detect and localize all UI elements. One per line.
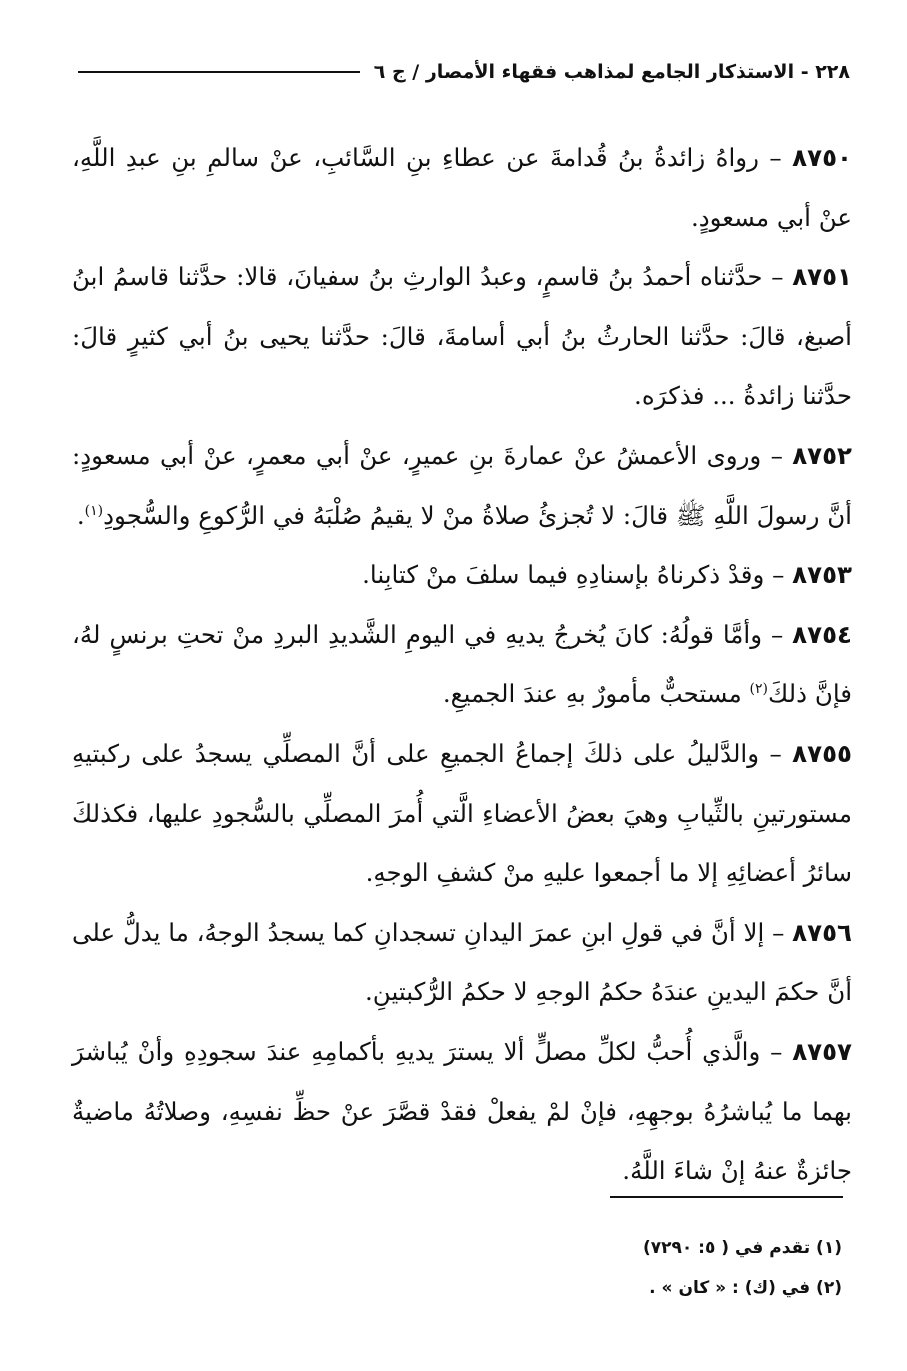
paragraph-text: إلا أنَّ في قولِ ابنِ عمرَ اليدانِ تسجدانِ كما يسجدُ الوجهُ، ما يدلُّ على أنَّ حكمَ اليدينِ عندَهُ حكمُ الوجهِ لا حكمُ الرُّكبتينِ.: [72, 917, 852, 1007]
paragraph-number: ٨٧٥١: [792, 262, 853, 292]
paragraph-text: رواهُ زائدةُ بنُ قُدامةَ عن عطاءِ بنِ السَّائبِ، عنْ سالمِ بنِ عبدِ اللَّهِ، عنْ أبي مسعودٍ.: [72, 143, 852, 232]
paragraph-text-end: مستحبٌّ مأمورٌ بهِ عندَ الجميعِ.: [442, 679, 750, 709]
footnotes: [400, 1228, 842, 1308]
paragraph-number: ٨٧٥٦: [792, 917, 852, 947]
footnote-ref-2[interactable]: (٢): [749, 681, 769, 698]
footnote-1: (١) تقدم في ( ٥: ٧٢٩٠): [642, 1238, 842, 1258]
body-text: [72, 128, 852, 1201]
paragraph-text: وروى الأعمشُ عنْ عمارةَ بنِ عميرٍ، عنْ أبي معمرٍ، عنْ أبي مسعودٍ: أنَّ رسولَ اللَّهِ ﷺ قالَ: لا تُجزئُ صلاةُ منْ لا يقيمُ صُلْبَهُ في الرُّكوعِ والسُّجودِ: [72, 440, 852, 530]
paragraph-8750: ٨٧٥٠ – رواهُ زائدةُ بنُ قُدامةَ عن عطاءِ بنِ السَّائبِ، عنْ سالمِ بنِ عبدِ اللَّهِ، عنْ أبي مسعودٍ.: [72, 143, 852, 232]
paragraph-text: والَّذي أُحبُّ لكلِّ مصلٍّ ألا يسترَ يديهِ بأكمامِهِ عندَ سجودِهِ وأنْ يُباشرَ بهما ما يُباشرُهُ بوجهِهِ، فإنْ لمْ يفعلْ فقدْ قصَّرَ عنْ حظِّ نفسِهِ، وصلاتُهُ ماضيةٌ جائزةٌ عنهُ إنْ شاءَ اللَّهُ.: [72, 1036, 852, 1186]
paragraph-text: وأمَّا قولُهُ: كانَ يُخرجُ يديهِ في اليومِ الشَّديدِ البردِ منْ تحتِ برنسٍ لهُ، فإنَّ ذلكَ: [72, 619, 852, 709]
paragraph-number: ٨٧٥٠: [792, 143, 852, 172]
paragraph-number: ٨٧٥٥: [792, 738, 852, 768]
running-header: [78, 50, 850, 94]
header-rule: [78, 71, 360, 73]
header-title: ٢٢٨ - الاستذكار الجامع لمذاهب فقهاء الأمصار / ج ٦: [373, 61, 850, 83]
paragraph-text: وقدْ ذكرناهُ بإسنادِهِ فيما سلفَ منْ كتابِنا.: [362, 560, 765, 590]
footnote-2: (٢) في (ك) : « كان » .: [649, 1278, 842, 1298]
paragraph-number: ٨٧٥٤: [792, 619, 852, 649]
paragraph-8754: ٨٧٥٤ – وأمَّا قولُهُ: كانَ يُخرجُ يديهِ في اليومِ الشَّديدِ البردِ منْ تحتِ برنسٍ لهُ، فإنَّ ذلكَ$^{(٢)}$ مستحبٌّ مأمورٌ بهِ عندَ الجميعِ.: [72, 619, 852, 709]
paragraph-8755: ٨٧٥٥ – والدَّليلُ على ذلكَ إجماعُ الجميعِ على أنَّ المصلِّي يسجدُ على ركبتيهِ مستورتينِ بالثِّيابِ وهيَ بعضُ الأعضاءِ الَّتي أُمرَ المصلِّي بالسُّجودِ عليها، فكذلكَ سائرُ أعضائِهِ إلا ما أجمعوا عليهِ منْ كشفِ الوجهِ.: [72, 738, 852, 888]
paragraph-8753: ٨٧٥٣ – وقدْ ذكرناهُ بإسنادِهِ فيما سلفَ منْ كتابِنا.: [362, 560, 852, 590]
paragraph-8757: ٨٧٥٧ – والَّذي أُحبُّ لكلِّ مصلٍّ ألا يسترَ يديهِ بأكمامِهِ عندَ سجودِهِ وأنْ يُباشرَ بهما ما يُباشرُهُ بوجهِهِ، فإنْ لمْ يفعلْ فقدْ قصَّرَ عنْ حظِّ نفسِهِ، وصلاتُهُ ماضيةٌ جائزةٌ عنهُ إنْ شاءَ اللَّهُ.: [72, 1036, 853, 1186]
paragraph-text: حدَّثناه أحمدُ بنُ قاسمٍ، وعبدُ الوارثِ بنُ سفيانَ، قالا: حدَّثنا قاسمُ ابنُ أصبغ، قالَ: حدَّثنا الحارثُ بنُ أبي أسامةَ، قالَ: حدَّثنا يحيى بنُ أبي كثيرٍ قالَ: حدَّثنا زائدةُ ... فذكرَه.: [72, 262, 852, 411]
paragraph-8751: ٨٧٥١ – حدَّثناه أحمدُ بنُ قاسمٍ، وعبدُ الوارثِ بنُ سفيانَ، قالا: حدَّثنا قاسمُ ابنُ أصبغ، قالَ: حدَّثنا الحارثُ بنُ أبي أسامةَ، قالَ: حدَّثنا يحيى بنُ أبي كثيرٍ قالَ: حدَّثنا زائدةُ ... فذكرَه.: [72, 262, 853, 411]
paragraph-8752: ٨٧٥٢ – وروى الأعمشُ عنْ عمارةَ بنِ عميرٍ، عنْ أبي معمرٍ، عنْ أبي مسعودٍ: أنَّ رسولَ اللَّهِ ﷺ قالَ: لا تُجزئُ صلاةُ منْ لا يقيمُ صُلْبَهُ في الرُّكوعِ والسُّجودِ$^{(١)}$.: [72, 440, 853, 530]
paragraph-number: ٨٧٥٣: [792, 560, 852, 590]
paragraph-text: والدَّليلُ على ذلكَ إجماعُ الجميعِ على أنَّ المصلِّي يسجدُ على ركبتيهِ مستورتينِ بالثِّيابِ وهيَ بعضُ الأعضاءِ الَّتي أُمرَ المصلِّي بالسُّجودِ عليها، فكذلكَ سائرُ أعضائِهِ إلا ما أجمعوا عليهِ منْ كشفِ الوجهِ.: [72, 738, 852, 888]
footnote-ref-1[interactable]: (١): [84, 502, 104, 519]
paragraph-8756: ٨٧٥٦ – إلا أنَّ في قولِ ابنِ عمرَ اليدانِ تسجدانِ كما يسجدُ الوجهُ، ما يدلُّ على أنَّ حكمَ اليدينِ عندَهُ حكمُ الوجهِ لا حكمُ الرُّكبتينِ.: [72, 917, 852, 1007]
paragraph-number: ٨٧٥٧: [792, 1036, 853, 1066]
footnote-separator: [610, 1196, 843, 1198]
paragraph-number: ٨٧٥٢: [792, 440, 853, 470]
paragraph-text-end: .: [76, 500, 85, 530]
